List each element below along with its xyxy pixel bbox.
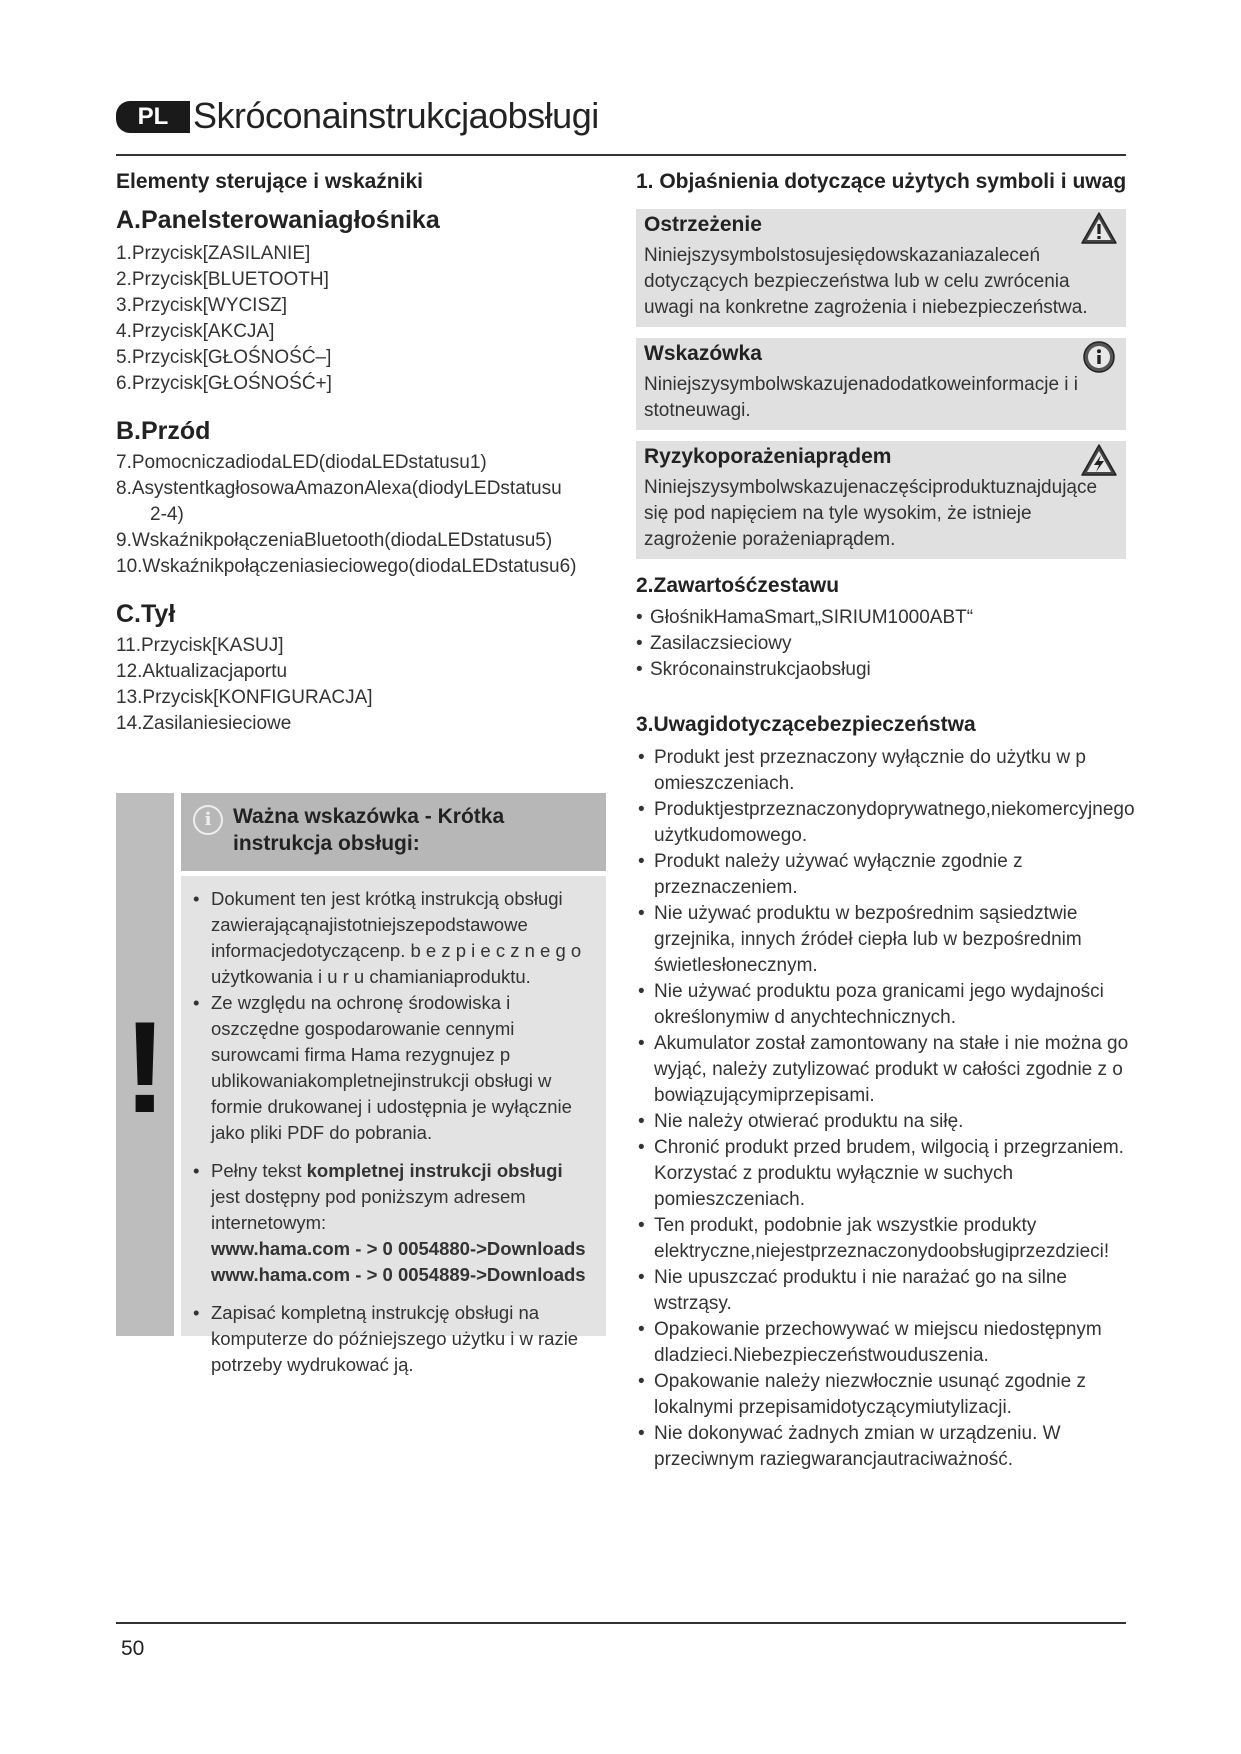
list-item: • Nie używać produktu w bezpośrednim sąsiedztwie grzejnika, innych źródeł ciepła lub w bezpośrednim świetlesłonecznym. [636,901,1130,979]
list-item: 9.WskaźnikpołączeniaBluetooth(diodaLEDstatusu5) [116,530,553,551]
panel-b-list [116,450,606,580]
shock-box [636,441,1126,559]
text-span: jest dostępny pod poniższym adresem internetowym: [211,1186,526,1233]
list-item: • Akumulator został zamontowany na stałe i nie można go wyjąć, należy zutylizować produkt w całości zgodnie z o bowiązującymiprzepisami. [636,1031,1130,1109]
list-item: • Ze względu na ochronę środowiska i oszczędne gospodarowanie cennymi surowcami firma Hama rezygnujez p ublikowaniakompletnejinstrukcji obsługi w formie drukowanej i udostępnia je wyłącznie jako pliki PDF do pobrania. [181,990,593,1146]
list-item: • Ten produkt, podobnie jak wszystkie produkty elektryczne,niejestprzeznaczonydoobsługiprzezdzieci! [636,1213,1130,1265]
list-item: • Opakowanie należy niezwłocznie usunąć zgodnie z lokalnymi przepisamidotyczącymiutylizacji. [636,1369,1130,1421]
header-divider [116,154,1126,156]
panel-a-title: A.Panelsterowaniagłośnika [116,206,440,234]
contents-list [634,605,1124,683]
list-item [181,1158,593,1288]
hint-box [636,338,1126,430]
list-item: • Skróconainstrukcjaobsługi [634,657,1124,683]
list-item: • Produktjestprzeznaczonydoprywatnego,niekomercyjnego użytkudomowego. [636,797,1130,849]
panel-c-title: C.Tył [116,600,176,628]
controls-heading: Elementy sterujące i wskaźniki [116,170,423,193]
exclamation-icon: ! [123,994,167,1140]
page-title: Skróconainstrukcjaobsługi [193,95,599,136]
panel-a-list [116,241,606,397]
important-body [181,876,606,1375]
warning-title: Ostrzeżenie [644,213,762,236]
list-item: • Chronić produkt przed brudem, wilgocią i przegrzaniem. Korzystać z produktu wyłącznie w suchych pomieszczeniach. [636,1135,1130,1213]
download-link[interactable]: www.hama.com - > 0 0054880->Downloads [211,1238,586,1259]
panel-b-title: B.Przód [116,417,211,445]
list-item: • Nie upuszczać produktu i nie narażać go na silne wstrząsy. [636,1265,1130,1317]
list-item: • Produkt jest przeznaczony wyłącznie do użytku w p omieszczeniach. [636,745,1130,797]
text-span: Pełny tekst [211,1160,307,1181]
list-item: • Zasilaczsieciowy [634,631,1124,657]
language-badge: PL [116,101,190,133]
list-item: 12.Aktualizacjaportu [116,661,288,682]
hint-title: Wskazówka [644,342,762,365]
warning-box [636,209,1126,327]
safety-list [636,745,1135,1473]
list-item: 1.Przycisk[ZASILANIE] [116,243,311,264]
list-item: 2-4) [150,504,184,525]
list-item: 11.Przycisk[KASUJ] [116,635,284,656]
list-item: 8.AsystentkagłosowaAmazonAlexa(diodyLEDstatusu [116,478,562,499]
info-icon: i [193,805,223,835]
list-item: • GłośnikHamaSmart„SIRIUM1000ABT“ [634,605,1124,631]
list-item: 2.Przycisk[BLUETOOTH] [116,269,329,290]
list-item: • Nie używać produktu poza granicami jego wydajności określonymiw d anychtechnicznych. [636,979,1130,1031]
panel-c-list [116,633,606,737]
shock-title: Ryzykoporażeniaprądem [644,445,892,468]
contents-heading: 2.Zawartośćzestawu [636,574,840,597]
important-list [181,886,593,1378]
important-title: Ważna wskazówka - Krótka instrukcja obsługi: [233,805,505,855]
list-item: 6.Przycisk[GŁOŚNOŚĆ+] [116,373,332,394]
download-link[interactable]: www.hama.com - > 0 0054889->Downloads [211,1264,586,1285]
info-circle-icon [1080,340,1118,374]
warning-text: Niniejszysymbolstosujesiędowskazaniazaleceń dotyczących bezpieczeństwa lub w celu zwrócenia uwagi na konkretne zagrożenia i niebezpieczeństwa. [644,245,1088,318]
controls-section [116,170,606,737]
symbols-heading: 1. Objaśnienia dotyczące użytych symboli i uwag [636,170,1127,193]
safety-heading: 3.Uwagidotyczącebezpieczeństwa [636,713,976,736]
shock-text: Niniejszysymbolwskazujenaczęściproduktuznajdujące się pod napięciem na tyle wysokim, że istnieje zagrożenie porażeniaprądem. [644,477,1098,550]
list-item: • Dokument ten jest krótką instrukcją obsługi zawierającąnajistotniejszepodstawowe informacjedotyczącenp. b e z p i e c z n e g o użytkowania i u r u chamianiaproduktu. [181,886,593,990]
list-item: • Produkt należy używać wyłącznie zgodnie z przeznaczeniem. [636,849,1130,901]
list-item: 3.Przycisk[WYCISZ] [116,295,288,316]
important-header [181,793,606,871]
list-item: • Nie dokonywać żadnych zmian w urządzeniu. W przeciwnym raziegwarancjautraciważność. [636,1421,1130,1473]
list-item: • Opakowanie przechowywać w miejscu niedostępnym dladzieci.Niebezpieczeństwouduszenia. [636,1317,1130,1369]
list-item: 5.Przycisk[GŁOŚNOŚĆ–] [116,347,332,368]
list-item: 7.PomocniczadiodaLED(diodaLEDstatusu1) [116,452,487,473]
list-item: 13.Przycisk[KONFIGURACJA] [116,687,373,708]
hint-text: Niniejszysymbolwskazujenadodatkoweinformacje i i stotneuwagi. [644,374,1079,421]
footer-divider [116,1622,1126,1624]
list-item: 10.Wskaźnikpołączeniasieciowego(diodaLEDstatusu6) [116,556,577,577]
page-number: 50 [121,1637,145,1660]
bold-text: kompletnej instrukcji obsługi [306,1160,563,1181]
list-item: • Zapisać kompletną instrukcję obsługi na komputerze do późniejszego użytku i w razie potrzeby wydrukować ją. [181,1300,593,1378]
warning-triangle-icon [1080,211,1118,245]
electric-shock-icon [1080,443,1118,477]
list-item: 14.Zasilaniesieciowe [116,713,292,734]
list-item: 4.Przycisk[AKCJA] [116,321,275,342]
list-item: • Nie należy otwierać produktu na siłę. [636,1109,1130,1135]
